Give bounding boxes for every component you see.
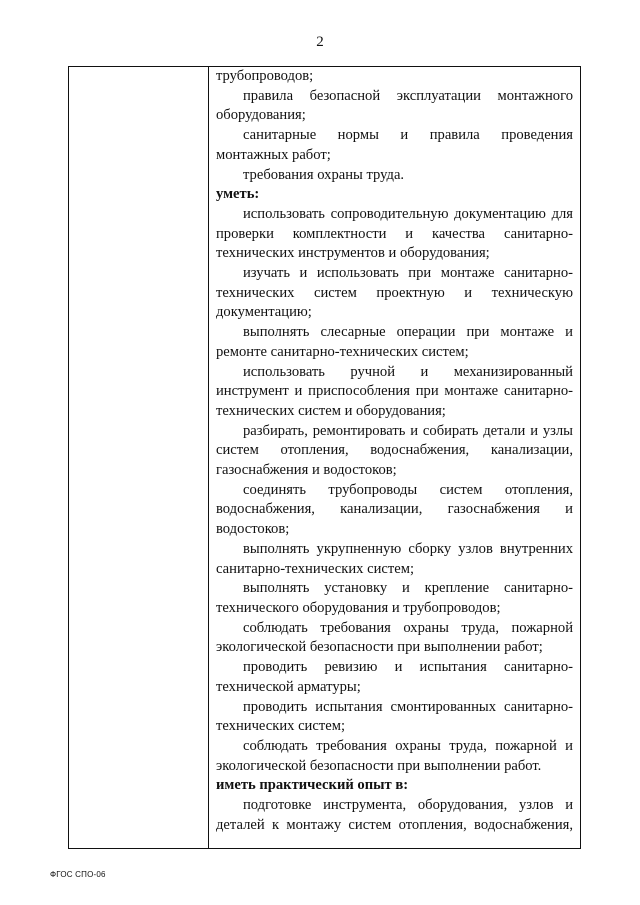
- paragraph: использовать ручной и механизированный инструмент и приспособления при монтаже санитарно-технических систем и оборудования;: [216, 363, 573, 419]
- paragraph: выполнять установку и крепление санитарно-технического оборудования и трубопроводов;: [216, 580, 573, 616]
- footer-label: ФГОС СПО-06: [50, 870, 106, 879]
- paragraph: правила безопасной эксплуатации монтажного оборудования;: [216, 87, 573, 124]
- content-table: [68, 66, 581, 849]
- paragraph: требования охраны труда.: [243, 166, 405, 183]
- section-heading-skills: уметь:: [216, 186, 260, 203]
- section-heading-experience: иметь практический опыт в:: [216, 777, 409, 794]
- table-cell-content: [216, 67, 573, 835]
- paragraph: разбирать, ремонтировать и собирать детали и узлы систем отопления, водоснабжения, канализации, газоснабжения и водостоков;: [216, 422, 573, 479]
- paragraph: соблюдать требования охраны труда, пожарной экологической безопасности при выполнении работ;: [216, 619, 573, 656]
- paragraph: выполнять укрупненную сборку узлов внутренних санитарно-технических систем;: [216, 540, 573, 577]
- paragraph: использовать сопроводительную документацию для проверки комплектности и качества санитарно-технических инструментов и оборудования;: [216, 205, 573, 262]
- column-divider: [208, 67, 209, 848]
- paragraph: подготовке инструмента, оборудования, узлов и деталей к монтажу систем отопления, водоснабжения,: [216, 797, 573, 833]
- paragraph: проводить испытания смонтированных санитарно-технических систем;: [216, 698, 573, 735]
- paragraph: выполнять слесарные операции при монтаже и ремонте санитарно-технических систем;: [216, 324, 573, 360]
- paragraph: изучать и использовать при монтаже санитарно-технических систем проектную и техническую документацию;: [216, 265, 573, 321]
- page-number: 2: [316, 34, 324, 50]
- paragraph: соединять трубопроводы систем отопления, водоснабжения, канализации, газоснабжения и водостоков;: [216, 481, 573, 538]
- paragraph: санитарные нормы и правила проведения монтажных работ;: [216, 127, 573, 163]
- paragraph: соблюдать требования охраны труда, пожарной и экологической безопасности при выполнении работ.: [216, 737, 573, 774]
- paragraph: трубопроводов;: [216, 68, 314, 84]
- paragraph: проводить ревизию и испытания санитарно-технической арматуры;: [216, 659, 573, 695]
